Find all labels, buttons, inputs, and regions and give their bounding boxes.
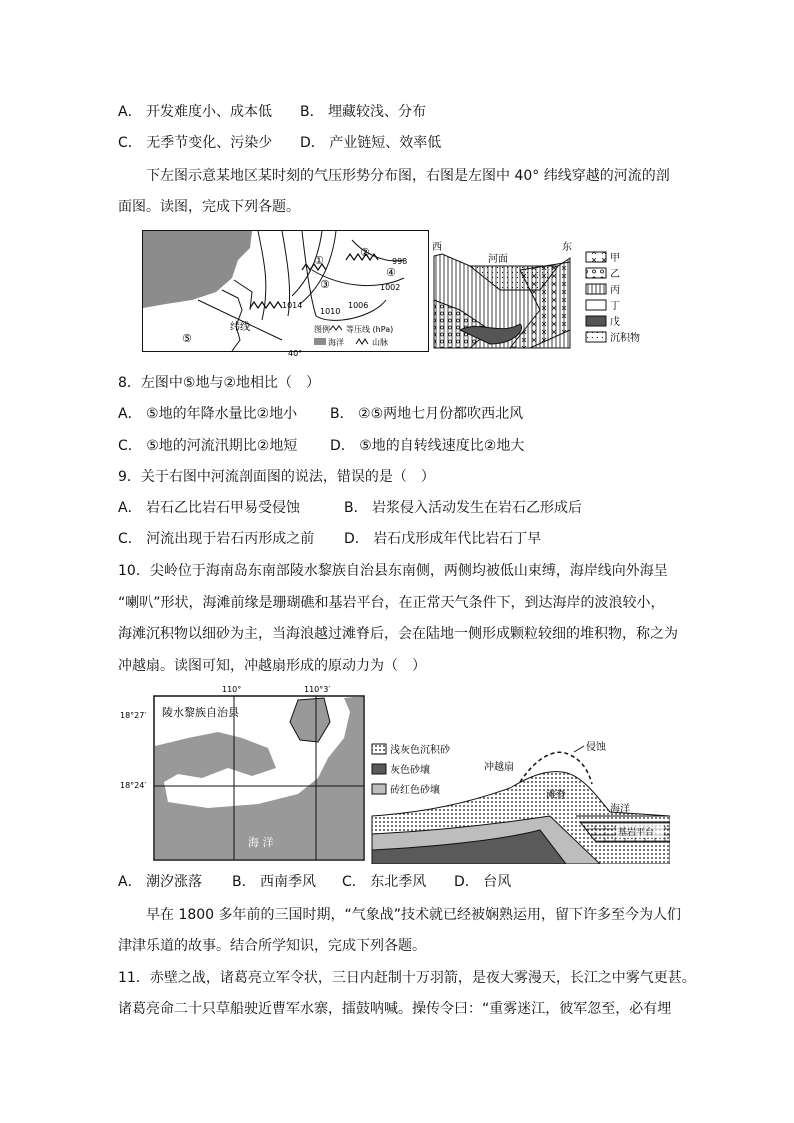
q9-option-c: C． 河流出现于岩石丙形成之前 (118, 531, 315, 547)
q10-option-c: C． 东北季风 (342, 874, 427, 890)
q10-line4: 冲越扇。读图可知，冲越扇形成的原动力为（ ） (118, 658, 426, 674)
q8-option-b: B． ②⑤两地七月份都吹西北风 (330, 406, 524, 422)
point-1: ① (314, 254, 324, 267)
lon-label-1: 110° (222, 685, 242, 694)
isobar-998: 998 (392, 257, 408, 266)
q10-line3: 海滩沉积物以细砂为主，当海浪越过滩脊后，会在陆地一侧形成颗粒较细的堆积物，称之为 (118, 626, 678, 642)
beach-profile (370, 712, 670, 864)
point-5: ⑤ (182, 332, 192, 345)
q8-option-d: D． ⑤地的自转线速度比②地大 (330, 438, 525, 454)
intro1-line1: 下左图示意某地区某时刻的气压形势分布图，右图是左图中 40° 纬线穿越的河流的剖 (146, 168, 670, 184)
river-profile (430, 240, 680, 352)
east-label: 东 (562, 242, 572, 253)
lat-label-1: 18°27′ (120, 711, 147, 720)
q11-line1: 11．赤壁之战，诸葛亮立军令状，三日内赶制十万羽箭，是夜大雾漫天，长江之中雾气更甚。 (118, 970, 696, 986)
ridge-label: 滩脊 (546, 790, 566, 801)
lat-label-2: 18°24′ (120, 781, 147, 790)
river-label: 河面 (488, 254, 508, 265)
county-label: 陵水黎族自治县 (162, 706, 239, 719)
lon-label-2: 110°3′ (304, 685, 331, 694)
q9-option-b: B． 岩浆侵入活动发生在岩石乙形成后 (344, 500, 583, 516)
erosion-label: 侵蚀 (586, 742, 606, 753)
q9-option-d: D． 岩石戊形成年代比岩石丁早 (344, 531, 542, 547)
q10-option-a: A． 潮汐涨落 (118, 874, 203, 890)
legend-title: 图例 (314, 325, 330, 334)
q7-option-c: C． 无季节变化、污染少 (118, 135, 273, 151)
legend-grey-loam: 灰色砂壤 (390, 765, 430, 776)
q9-stem: 9．关于右图中河流剖面图的说法，错误的是（ ） (118, 469, 435, 485)
q8-option-a: A． ⑤地的年降水量比②地小 (118, 406, 298, 422)
point-2: ② (360, 246, 370, 259)
intro2-line2: 津津乐道的故事。结合所学知识，完成下列各题。 (118, 938, 426, 954)
point-3: ③ (320, 278, 330, 291)
legend-yi: 乙 (610, 269, 620, 280)
latitude-label: 纬线 (230, 322, 250, 333)
legend-mountain: 山脉 (372, 338, 388, 347)
legend-red-loam: 砖红色砂壤 (390, 785, 440, 796)
q11-line2: 诸葛亮命二十只草船驶近曹军水寨，擂鼓呐喊。操传令曰：“重雾迷江，彼军忽至，必有埋 (118, 1001, 672, 1017)
q8-stem: 8．左图中⑤地与②地相比（ ） (118, 375, 321, 391)
q7-option-b: B． 埋藏较浅、分布 (300, 104, 427, 120)
pressure-map (142, 230, 430, 356)
isobar-1014: 1014 (282, 301, 303, 310)
ocean-label: 海 洋 (248, 836, 274, 849)
q10-option-b: B． 西南季风 (232, 874, 317, 890)
q8-option-c: C． ⑤地的河流汛期比②地短 (118, 438, 298, 454)
q10-option-d: D． 台风 (454, 874, 512, 890)
isobar-1006: 1006 (348, 301, 369, 310)
legend-isobar: 等压线 (hPa) (346, 325, 394, 334)
intro1-line2: 面图。读图，完成下列各题。 (118, 199, 300, 215)
lingshui-map (118, 682, 368, 864)
q10-line1: 10．尖岭位于海南岛东南部陵水黎族自治县东南侧，两侧均被低山束缚，海岸线向外海呈 (118, 563, 668, 579)
isobar-1010: 1010 (320, 307, 341, 316)
legend-bing: 丙 (610, 285, 620, 296)
platform-label: 基岩平台 (618, 828, 655, 838)
sea-label: 海洋 (610, 804, 630, 815)
point-4: ④ (386, 266, 396, 279)
legend-wu: 戊 (610, 317, 620, 328)
degree-label: 40° (288, 349, 303, 356)
q7-option-a: A． 开发难度小、成本低 (118, 104, 273, 120)
q7-option-d: D． 产业链短、效率低 (300, 135, 442, 151)
intro2-line1: 早在 1800 多年前的三国时期，“气象战”技术就已经被娴熟运用，留下许多至今为人们 (146, 907, 682, 923)
legend-sediment: 沉积物 (610, 333, 640, 344)
q10-line2: “喇叭”形状，海滩前缘是珊瑚礁和基岩平台，在正常天气条件下，到达海岸的波浪较小， (118, 595, 665, 611)
isobar-1002: 1002 (380, 283, 401, 292)
legend-ding: 丁 (610, 301, 620, 312)
legend-light-sand: 浅灰色沉积砂 (390, 745, 450, 756)
west-label: 西 (432, 242, 442, 253)
fan-label: 冲越扇 (484, 762, 514, 773)
q9-option-a: A． 岩石乙比岩石甲易受侵蚀 (118, 500, 301, 516)
legend-jia: 甲 (610, 253, 620, 264)
legend-ocean: 海洋 (328, 338, 344, 347)
